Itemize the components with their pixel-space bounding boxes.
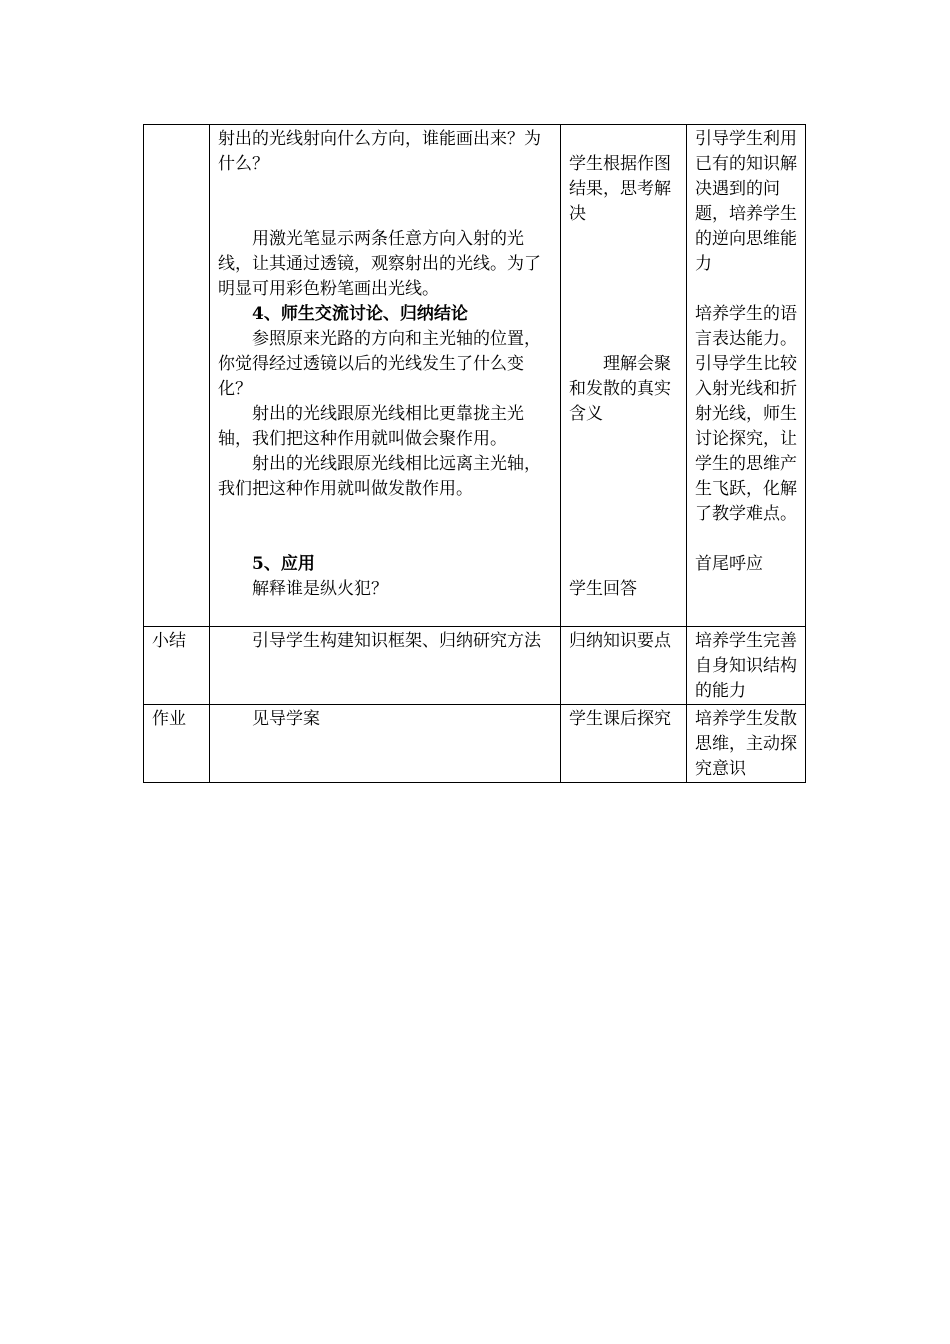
content-paragraph: 射出的光线射向什么方向，谁能画出来？为什么？	[218, 129, 541, 174]
teaching-content-cell	[210, 627, 561, 705]
design-purpose-text: 培养学生完善自身知识结构的能力	[695, 631, 797, 701]
design-purpose-text: 培养学生发散思维，主动探究意识	[695, 709, 797, 779]
student-activity-text: 学生课后探究	[569, 709, 671, 729]
student-activity-text: 归纳知识要点	[569, 631, 671, 651]
row-label: 小结	[152, 631, 186, 651]
content-paragraph: 射出的光线跟原光线相比更靠拢主光轴，我们把这种作用就叫做会聚作用。	[218, 404, 524, 449]
table-row	[144, 125, 806, 627]
row-label-cell	[144, 125, 210, 627]
row-label-cell	[144, 705, 210, 783]
content-paragraph: 见导学案	[252, 709, 320, 729]
design-purpose-cell	[687, 125, 806, 627]
student-activity-cell	[561, 125, 687, 627]
student-activity-text: 理解会聚和发散的真实含义	[569, 354, 671, 424]
section-heading: 5、应用	[252, 554, 315, 574]
student-activity-text: 学生回答	[569, 579, 637, 599]
content-paragraph: 参照原来光路的方向和主光轴的位置，你觉得经过透镜以后的光线发生了什么变化？	[218, 329, 541, 399]
table-row	[144, 705, 806, 783]
teaching-content-cell	[210, 705, 561, 783]
row-label-cell	[144, 627, 210, 705]
content-paragraph: 引导学生构建知识框架、归纳研究方法	[252, 631, 541, 651]
content-paragraph: 解释谁是纵火犯？	[252, 579, 388, 599]
content-paragraph: 射出的光线跟原光线相比远离主光轴，我们把这种作用就叫做发散作用。	[218, 454, 541, 499]
design-purpose-text: 培养学生的语言表达能力。引导学生比较入射光线和折射光线，师生讨论探究，让学生的思维产生飞跃，化解了教学难点。	[695, 304, 797, 524]
design-purpose-text: 引导学生利用已有的知识解决遇到的问题，培养学生的逆向思维能力	[695, 129, 797, 274]
student-activity-cell	[561, 705, 687, 783]
design-purpose-text: 首尾呼应	[695, 554, 763, 574]
content-paragraph: 用激光笔显示两条任意方向入射的光线，让其通过透镜，观察射出的光线。为了明显可用彩色粉笔画出光线。	[218, 229, 541, 299]
table-row	[144, 627, 806, 705]
section-heading: 4、师生交流讨论、归纳结论	[252, 304, 468, 324]
teaching-content-cell	[210, 125, 561, 627]
design-purpose-cell	[687, 705, 806, 783]
student-activity-text: 学生根据作图结果，思考解决	[569, 154, 671, 224]
design-purpose-cell	[687, 627, 806, 705]
lesson-plan-table	[143, 124, 806, 783]
row-label: 作业	[152, 709, 186, 729]
student-activity-cell	[561, 627, 687, 705]
